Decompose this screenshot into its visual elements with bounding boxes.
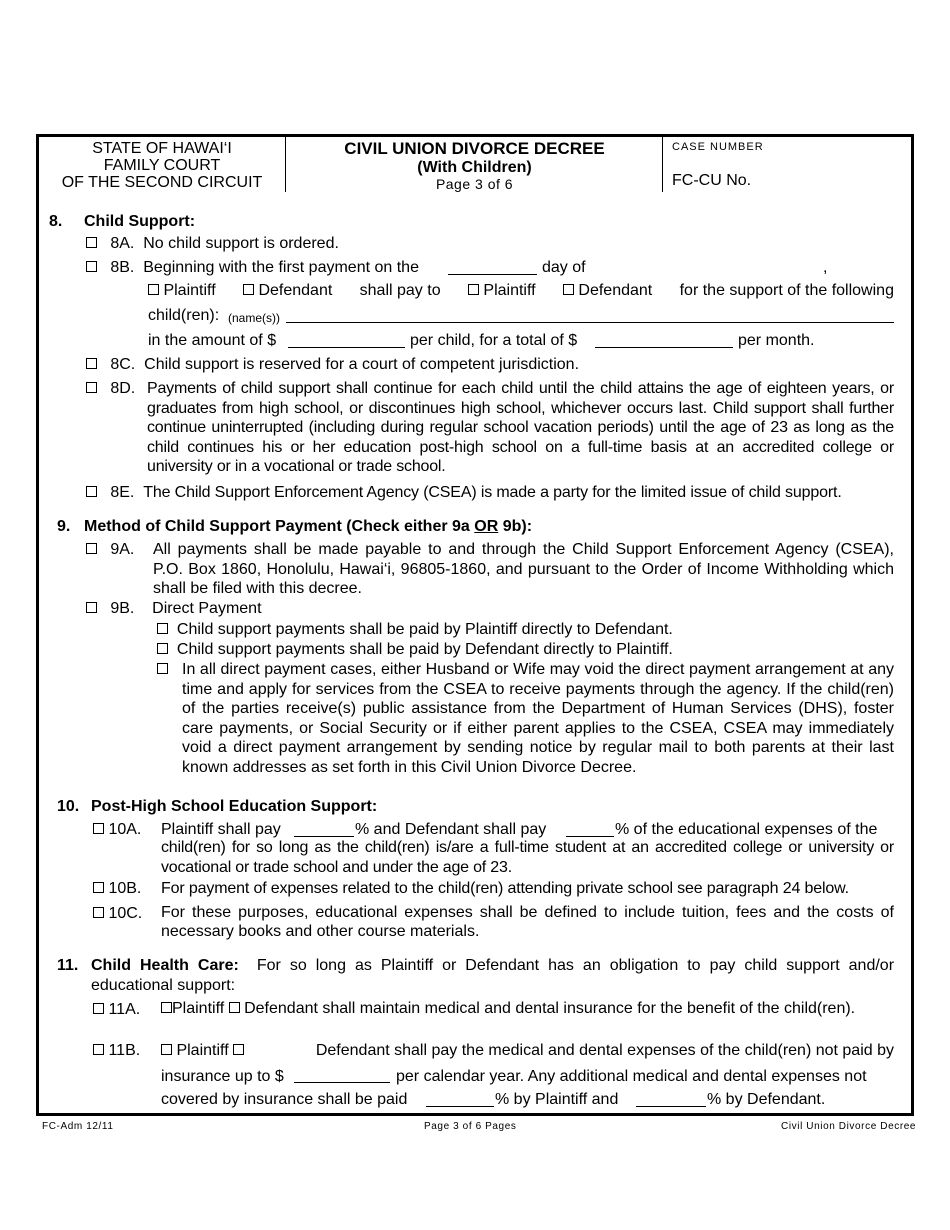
case-number-value[interactable]: FC-CU No.: [672, 172, 752, 189]
text-9b-1: Child support payments shall be paid by Plaintiff directly to Defendant.: [176, 621, 673, 638]
option-11b-label: [93, 1041, 140, 1060]
label-8a: 8A.: [110, 235, 135, 252]
page-indicator: Page 3 of 6: [435, 176, 514, 192]
blank-amount-per-child[interactable]: [288, 347, 405, 348]
text-8a: No child support is ordered.: [143, 235, 339, 252]
blank-insurance-limit[interactable]: [294, 1082, 390, 1083]
section-8-number: 8.: [49, 213, 63, 230]
payer-plaintiff-label: Plaintiff: [163, 282, 216, 299]
section-8-title: Child Support:: [84, 213, 196, 230]
text-8e: The Child Support Enforcement Agency (CSEA) is made a party for the limited issue of child support.: [143, 484, 842, 501]
case-number-label: CASE NUMBER: [672, 141, 764, 153]
text-9a: All payments shall be made payable to and through the Child Support Enforcement Agency (CSEA), P.O. Box 1860, Honolulu, Hawai‘i, 96805-1860, and pursuant to the Order of Income Withholding which shall be filed with this decree.: [153, 541, 894, 597]
footer-title: Civil Union Divorce Decree: [781, 1121, 917, 1132]
court-line-2: FAMILY COURT: [103, 157, 221, 174]
section-11-intro-text: For so long as Plaintiff or Defendant has an obligation to pay child support and/or educational support:: [91, 957, 895, 994]
checkbox-11b-plaintiff[interactable]: [161, 1044, 172, 1055]
text-amount-start: in the amount of $: [148, 332, 277, 349]
checkbox-8b-payee-defendant[interactable]: [563, 284, 574, 295]
label-8d: 8D.: [110, 380, 136, 397]
option-9b: [86, 599, 262, 618]
option-8a: [86, 234, 339, 253]
text-children: child(ren):: [148, 307, 220, 324]
payer-group: [148, 281, 216, 300]
text-11a-body: Defendant shall maintain medical and dental insurance for the benefit of the child(ren).: [244, 1000, 856, 1017]
checkbox-8d[interactable]: [86, 382, 97, 393]
text-10c: For these purposes, educational expenses shall be defined to include tuition, fees and the costs of necessary books and other course materials.: [161, 904, 894, 940]
footer-page: Page 3 of 6 Pages: [424, 1121, 517, 1132]
text-per-month: per month.: [738, 332, 815, 349]
checkbox-9b-2[interactable]: [157, 643, 168, 654]
document-subtitle: (With Children): [417, 159, 532, 176]
section-10-number: 10.: [57, 798, 80, 815]
section-11-title: Child Health Care:: [91, 957, 239, 974]
text-9b-3: In all direct payment cases, either Husband or Wife may void the direct payment arrangement at any time and apply for services from the CSEA to receive payments through the agency. If the child(ren) of the parties receive(s) public assistance from the Department of Human Services (DHS), foster care payments, or Social Security or if either parent applies to the CSEA, CSEA may immediately void a direct payment arrangement by sending notice by regular mail to both parents at their last known addresses as set forth in this Civil Union Divorce Decree.: [182, 661, 894, 776]
text-shall-pay-to: shall pay to: [359, 282, 441, 299]
option-8c: [86, 355, 579, 374]
text-8d: Payments of child support shall continue for each child until the child attains the age of eighteen years, or graduates from high school, or discontinues high school, whichever occurs last. Child support shall further continue uninterrupted (including during regular school vacation periods) until the age of 23 as long as the child continues his or her education post-high school on a full-time basis at an accredited college or university or in a vocational or trade school.: [147, 380, 894, 475]
option-10b: [93, 879, 141, 898]
option-9b-1: [157, 620, 673, 639]
form-header: [36, 134, 914, 194]
text-per-child: per child, for a total of $: [410, 332, 578, 349]
blank-children-names[interactable]: [286, 322, 894, 323]
text-9b: Direct Payment: [152, 600, 262, 617]
label-9b: 9B.: [110, 600, 135, 617]
text-11b-plaintiff: Plaintiff: [176, 1042, 229, 1059]
text-11b-2: insurance up to $: [161, 1068, 284, 1085]
checkbox-11a[interactable]: [93, 1003, 104, 1014]
checkbox-9b[interactable]: [86, 602, 97, 613]
payer-def-group: [243, 281, 332, 300]
blank-total-amount[interactable]: [595, 347, 733, 348]
blank-defendant-percent[interactable]: [566, 836, 614, 837]
text-10a-2: % and Defendant shall pay: [355, 821, 547, 838]
text-8c: Child support is reserved for a court of competent jurisdiction.: [144, 356, 580, 373]
label-11b: 11B.: [108, 1042, 141, 1059]
option-10c-label: [93, 904, 142, 923]
text-10a-3: % of the educational expenses of the: [615, 821, 878, 838]
text-8b-start: Beginning with the first payment on the: [143, 259, 419, 276]
group-11b-plaintiff: [161, 1041, 244, 1060]
option-9b-3-box: [157, 660, 168, 679]
form-id: FC-Adm 12/11: [42, 1121, 114, 1132]
court-line-3: OF THE SECOND CIRCUIT: [61, 174, 263, 191]
option-8e: [86, 483, 842, 502]
label-9a: 9A.: [110, 541, 135, 558]
text-11b-4: covered by insurance shall be paid: [161, 1091, 408, 1108]
blank-defendant-medical-percent[interactable]: [636, 1106, 706, 1107]
section-9-title-or: OR: [474, 518, 499, 535]
text-9b-2: Child support payments shall be paid by Defendant directly to Plaintiff.: [176, 641, 673, 658]
text-8b-comma: ,: [823, 259, 828, 276]
checkbox-10c[interactable]: [93, 907, 104, 918]
section-9-title-b: 9b):: [498, 518, 533, 535]
label-8b: 8B.: [110, 259, 135, 276]
text-11a: [161, 1000, 894, 1018]
checkbox-8a[interactable]: [86, 237, 97, 248]
option-8d-label: [86, 379, 135, 398]
checkbox-8b-payer-plaintiff[interactable]: [148, 284, 159, 295]
text-10b: For payment of expenses related to the child(ren) attending private school see paragraph 24 below.: [161, 880, 849, 897]
payee-plaintiff-label: Plaintiff: [483, 282, 536, 299]
court-line-1: STATE OF HAWAI‘I: [92, 140, 232, 157]
option-9a-label: [86, 540, 134, 559]
checkbox-11b-defendant[interactable]: [233, 1044, 244, 1055]
text-10a-rest: child(ren) for so long as the child(ren) is/are a full-time student at an accredited college or university or vocational or trade school and under the age of 23.: [161, 839, 894, 876]
checkbox-8b-payer-defendant[interactable]: [243, 284, 254, 295]
row-11b-1: [161, 1041, 894, 1060]
label-11a: 11A.: [108, 1001, 141, 1018]
payer-defendant-label: Defendant: [258, 282, 333, 299]
text-11b-5: % by Plaintiff and: [495, 1091, 619, 1108]
blank-day[interactable]: [448, 274, 537, 275]
case-number-block: [664, 137, 911, 192]
payee-def-group: [563, 281, 652, 300]
checkbox-9b-3[interactable]: [157, 663, 168, 674]
checkbox-10b[interactable]: [93, 882, 104, 893]
section-9-title-a: Method of Child Support Payment (Check either 9a: [84, 518, 475, 535]
text-for-support: for the support of the following: [679, 282, 894, 299]
checkbox-8e[interactable]: [86, 486, 97, 497]
section-9-number: 9.: [57, 518, 71, 535]
section-11-number: 11.: [57, 957, 79, 974]
section-10-title: Post-High School Education Support:: [91, 798, 378, 815]
checkbox-9a[interactable]: [86, 543, 97, 554]
checkbox-8b[interactable]: [86, 261, 97, 272]
text-11b-1: Defendant shall pay the medical and dental expenses of the child(ren) not paid by: [315, 1042, 894, 1059]
option-11a-label: [93, 1000, 140, 1019]
checkbox-11a-defendant[interactable]: [229, 1002, 240, 1013]
document-title: CIVIL UNION DIVORCE DECREE: [344, 139, 605, 158]
text-11a-plaintiff: Plaintiff: [172, 1000, 225, 1017]
label-10b: 10B.: [108, 880, 142, 897]
payee-group: [468, 281, 536, 300]
court-name: [39, 137, 286, 192]
checkbox-11b[interactable]: [93, 1044, 104, 1055]
text-8b-day-of: day of: [542, 259, 586, 276]
names-hint: (name(s)): [228, 311, 281, 325]
row-8b-parties: [148, 281, 894, 300]
option-9b-2: [157, 640, 673, 659]
checkbox-8c[interactable]: [86, 358, 97, 369]
checkbox-10a[interactable]: [93, 823, 104, 834]
option-8b: [86, 258, 419, 277]
checkbox-8b-payee-plaintiff[interactable]: [468, 284, 479, 295]
label-8c: 8C.: [110, 356, 136, 373]
checkbox-11a-plaintiff[interactable]: [161, 1002, 172, 1013]
blank-plaintiff-percent[interactable]: [294, 836, 354, 837]
text-11b-6: % by Defendant.: [707, 1091, 826, 1108]
section-9-title: [84, 517, 532, 536]
label-10c: 10C.: [108, 905, 143, 922]
label-8e: 8E.: [110, 484, 135, 501]
checkbox-9b-1[interactable]: [157, 623, 168, 634]
section-11-intro: [91, 956, 894, 995]
text-10a-1: Plaintiff shall pay: [161, 821, 281, 838]
blank-plaintiff-medical-percent[interactable]: [426, 1106, 494, 1107]
document-title-block: [287, 137, 663, 192]
payee-defendant-label: Defendant: [578, 282, 653, 299]
label-10a: 10A.: [108, 821, 142, 838]
text-11b-3: per calendar year. Any additional medical and dental expenses not: [396, 1068, 867, 1085]
option-10a-label: [93, 820, 141, 839]
